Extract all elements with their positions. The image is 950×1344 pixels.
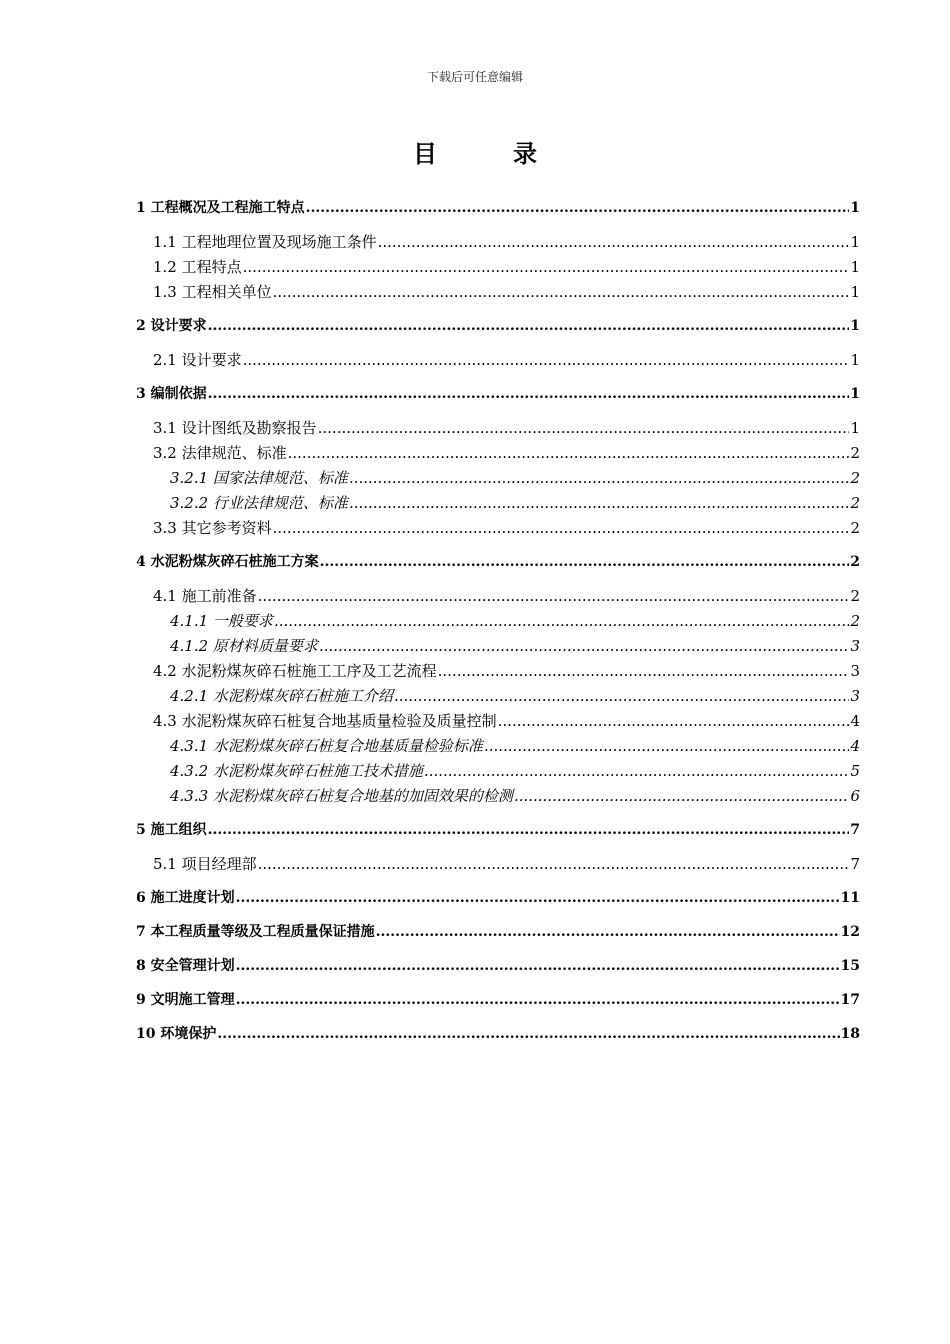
- toc-entry-title: 3.2 法律规范、标准: [153, 444, 287, 462]
- toc-page-number: 3: [850, 637, 860, 655]
- toc-entry-level-3[interactable]: [136, 466, 860, 491]
- toc-entry-title: 4.1.2 原材料质量要求: [170, 637, 318, 655]
- toc-entry-title: 4 水泥粉煤灰碎石桩施工方案: [136, 554, 319, 570]
- toc-dot-leader: [274, 609, 850, 634]
- toc-entry-title: 4.3.1 水泥粉煤灰碎石桩复合地基质量检验标准: [170, 737, 483, 755]
- toc-entry-title: 6 施工进度计划: [136, 890, 235, 906]
- toc-page-number: 2: [850, 469, 860, 487]
- toc-entry-level-3[interactable]: [136, 684, 860, 709]
- toc-entry-level-1[interactable]: [136, 1022, 860, 1046]
- toc-entry-title: 1 工程概况及工程施工特点: [136, 200, 305, 216]
- toc-page-number: 4: [850, 737, 860, 755]
- toc-dot-leader: [376, 920, 840, 944]
- toc-entry-level-2[interactable]: [136, 709, 860, 734]
- table-of-contents: [136, 196, 860, 1056]
- toc-dot-leader: [320, 550, 850, 574]
- toc-entry-level-1[interactable]: [136, 886, 860, 910]
- toc-page-number: 11: [840, 890, 860, 906]
- toc-entry-title: 10 环境保护: [136, 1026, 217, 1042]
- toc-page-number: 1: [850, 258, 860, 276]
- toc-entry-level-1[interactable]: [136, 954, 860, 978]
- toc-entry-level-3[interactable]: [136, 609, 860, 634]
- toc-entry-level-1[interactable]: [136, 818, 860, 842]
- toc-dot-leader: [217, 1022, 839, 1046]
- toc-dot-leader: [349, 491, 850, 516]
- title-char-1: 目: [413, 139, 437, 168]
- toc-page-number: 2: [850, 494, 860, 512]
- toc-entry-title: 1.2 工程特点: [153, 258, 242, 276]
- toc-page-number: 2: [850, 587, 860, 605]
- toc-entry-title: 1.3 工程相关单位: [153, 283, 272, 301]
- toc-dot-leader: [258, 852, 850, 877]
- toc-entry-level-3[interactable]: [136, 491, 860, 516]
- toc-dot-leader: [306, 196, 850, 220]
- toc-page-number: 1: [850, 200, 860, 216]
- toc-entry-level-2[interactable]: [136, 416, 860, 441]
- toc-entry-title: 9 文明施工管理: [136, 992, 235, 1008]
- toc-page-number: 7: [850, 822, 860, 838]
- toc-entry-level-2[interactable]: [136, 230, 860, 255]
- toc-entry-level-3[interactable]: [136, 734, 860, 759]
- toc-entry-level-2[interactable]: [136, 280, 860, 305]
- toc-entry-level-2[interactable]: [136, 584, 860, 609]
- toc-entry-title: 3 编制依据: [136, 386, 207, 402]
- toc-entry-level-1[interactable]: [136, 988, 860, 1012]
- toc-dot-leader: [349, 466, 850, 491]
- toc-page-number: 2: [850, 519, 860, 537]
- toc-entry-title: 8 安全管理计划: [136, 958, 235, 974]
- toc-dot-leader: [236, 988, 840, 1012]
- toc-dot-leader: [424, 759, 850, 784]
- toc-entry-title: 3.3 其它参考资料: [153, 519, 272, 537]
- toc-entry-title: 5 施工组织: [136, 822, 207, 838]
- toc-entry-title: 4.3.3 水泥粉煤灰碎石桩复合地基的加固效果的检测: [170, 787, 513, 805]
- page-header: 下载后可任意编辑: [426, 70, 523, 84]
- toc-entry-level-2[interactable]: [136, 348, 860, 373]
- toc-page-number: 2: [850, 444, 860, 462]
- toc-dot-leader: [288, 441, 850, 466]
- toc-entry-title: 3.2.1 国家法律规范、标准: [170, 469, 348, 487]
- toc-page-number: 12: [840, 924, 860, 940]
- toc-dot-leader: [498, 709, 850, 734]
- toc-entry-level-3[interactable]: [136, 784, 860, 809]
- toc-entry-title: 4.2 水泥粉煤灰碎石桩施工工序及工艺流程: [153, 662, 437, 680]
- toc-page-number: 2: [850, 612, 860, 630]
- toc-dot-leader: [208, 314, 850, 338]
- toc-page-number: 7: [850, 855, 860, 873]
- toc-dot-leader: [318, 416, 850, 441]
- toc-dot-leader: [236, 954, 840, 978]
- toc-page-number: 2: [850, 554, 860, 570]
- toc-page-number: 1: [850, 318, 860, 334]
- toc-entry-level-2[interactable]: [136, 255, 860, 280]
- toc-entry-title: 1.1 工程地理位置及现场施工条件: [153, 233, 377, 251]
- toc-entry-title: 2 设计要求: [136, 318, 207, 334]
- toc-entry-level-1[interactable]: [136, 550, 860, 574]
- toc-entry-title: 3.1 设计图纸及勘察报告: [153, 419, 317, 437]
- toc-dot-leader: [273, 516, 850, 541]
- toc-entry-title: 5.1 项目经理部: [153, 855, 257, 873]
- title-char-2: 录: [513, 139, 537, 168]
- toc-entry-level-2[interactable]: [136, 441, 860, 466]
- toc-page-number: 5: [850, 762, 860, 780]
- toc-page-number: 1: [850, 386, 860, 402]
- toc-page-number: 1: [850, 283, 860, 301]
- toc-entry-title: 4.2.1 水泥粉煤灰碎石桩施工介绍: [170, 687, 393, 705]
- toc-page-number: 1: [850, 351, 860, 369]
- toc-entry-level-2[interactable]: [136, 852, 860, 877]
- page-title: [0, 134, 950, 169]
- toc-page-number: 1: [850, 419, 860, 437]
- toc-entry-level-1[interactable]: [136, 920, 860, 944]
- toc-page-number: 15: [840, 958, 860, 974]
- toc-entry-level-2[interactable]: [136, 516, 860, 541]
- toc-entry-title: 2.1 设计要求: [153, 351, 242, 369]
- toc-dot-leader: [378, 230, 850, 255]
- toc-entry-title: 4.3.2 水泥粉煤灰碎石桩施工技术措施: [170, 762, 423, 780]
- toc-dot-leader: [273, 280, 850, 305]
- toc-dot-leader: [514, 784, 850, 809]
- toc-entry-level-3[interactable]: [136, 634, 860, 659]
- toc-dot-leader: [319, 634, 850, 659]
- toc-dot-leader: [243, 348, 850, 373]
- toc-entry-level-1[interactable]: [136, 382, 860, 406]
- toc-entry-title: 7 本工程质量等级及工程质量保证措施: [136, 924, 375, 940]
- toc-page-number: 18: [840, 1026, 860, 1042]
- toc-entry-title: 4.1.1 一般要求: [170, 612, 273, 630]
- toc-dot-leader: [236, 886, 840, 910]
- toc-dot-leader: [438, 659, 850, 684]
- toc-entry-level-1[interactable]: [136, 314, 860, 338]
- toc-dot-leader: [258, 584, 850, 609]
- toc-page-number: 3: [850, 687, 860, 705]
- toc-entry-level-3[interactable]: [136, 759, 860, 784]
- toc-page-number: 17: [840, 992, 860, 1008]
- toc-page-number: 6: [850, 787, 860, 805]
- toc-page-number: 1: [850, 233, 860, 251]
- toc-entry-level-2[interactable]: [136, 659, 860, 684]
- toc-entry-title: 3.2.2 行业法律规范、标准: [170, 494, 348, 512]
- toc-entry-level-1[interactable]: [136, 196, 860, 220]
- toc-dot-leader: [484, 734, 850, 759]
- toc-dot-leader: [208, 382, 850, 406]
- toc-page-number: 4: [850, 712, 860, 730]
- toc-dot-leader: [243, 255, 850, 280]
- toc-entry-title: 4.1 施工前准备: [153, 587, 257, 605]
- toc-page-number: 3: [850, 662, 860, 680]
- toc-entry-title: 4.3 水泥粉煤灰碎石桩复合地基质量检验及质量控制: [153, 712, 497, 730]
- toc-dot-leader: [208, 818, 850, 842]
- toc-dot-leader: [394, 684, 850, 709]
